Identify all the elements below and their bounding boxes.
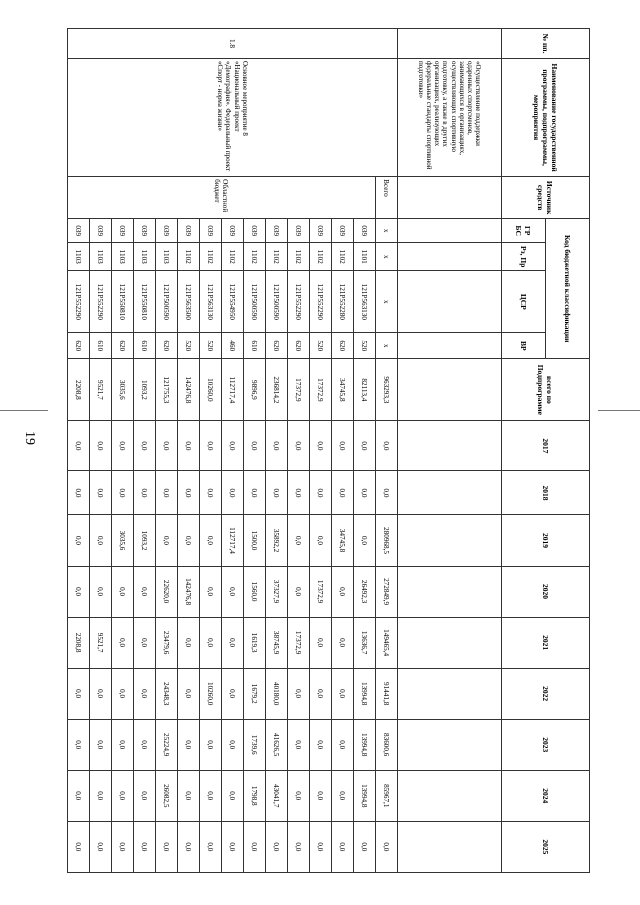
year-value-cell: 25224,9 (156, 719, 178, 770)
vr-cell: 620 (332, 333, 354, 359)
year-value-cell: 0,0 (178, 421, 200, 471)
rzpr-cell: 1103 (134, 243, 156, 271)
year-value-cell: 0,0 (266, 821, 288, 872)
year-value-cell: 0,0 (134, 471, 156, 515)
year-value-cell: 0,0 (244, 471, 266, 515)
year-value-cell: 1679,2 (244, 668, 266, 719)
year-value-cell: 0,0 (134, 770, 156, 821)
header-year: 2017 (502, 421, 590, 471)
year-value-cell: 0,0 (354, 821, 376, 872)
grbs-cell: x (376, 219, 398, 243)
header-year: 2023 (502, 719, 590, 770)
source-cell: Всего (376, 177, 398, 219)
total-cell: 82113,4 (354, 359, 376, 421)
year-value-cell: 0,0 (266, 421, 288, 471)
year-value-cell: 0,0 (134, 668, 156, 719)
year-value-cell: 34745,8 (332, 515, 354, 566)
budget-table (67, 28, 590, 873)
year-value-cell: 13994,8 (354, 719, 376, 770)
year-value-cell: 23479,6 (156, 617, 178, 668)
year-value-cell: 26492,3 (354, 566, 376, 617)
year-value-cell: 0,0 (310, 821, 332, 872)
grbs-cell: 039 (156, 219, 178, 243)
grbs-cell: 039 (332, 219, 354, 243)
year-value-cell: 0,0 (222, 617, 244, 668)
year-value-cell: 0,0 (178, 719, 200, 770)
rzpr-cell: 1102 (244, 243, 266, 271)
year-value-cell: 0,0 (288, 821, 310, 872)
year-value-cell: 0,0 (90, 515, 112, 566)
table-body (68, 29, 502, 873)
year-value-cell: 0,0 (134, 719, 156, 770)
year-value-cell: 0,0 (200, 471, 222, 515)
header-total: всего по Подпрограмме (502, 359, 590, 421)
year-value-cell: 0,0 (156, 515, 178, 566)
year-value-cell: 22620,0 (156, 566, 178, 617)
year-value-cell: 13636,7 (354, 617, 376, 668)
year-value-cell: 0,0 (156, 471, 178, 515)
total-cell: 17372,9 (288, 359, 310, 421)
year-value-cell: 0,0 (90, 471, 112, 515)
year-value-cell: 0,0 (222, 421, 244, 471)
year-value-cell: 0,0 (288, 566, 310, 617)
year-value-cell: 0,0 (68, 471, 90, 515)
year-value-cell: 0,0 (310, 617, 332, 668)
year-value-cell: 17372,9 (288, 617, 310, 668)
year-value-cell: 0,0 (310, 770, 332, 821)
year-value-cell: 0,0 (68, 770, 90, 821)
year-value-cell: 0,0 (376, 421, 398, 471)
rotated-page (70, 28, 590, 873)
vr-cell: 620 (288, 333, 310, 359)
csr-cell: 121P552280 (332, 271, 354, 333)
year-value-cell: 0,0 (244, 821, 266, 872)
total-cell: 142476,8 (178, 359, 200, 421)
total-cell: 236814,2 (266, 359, 288, 421)
header-grbs: ГР БС (502, 219, 546, 243)
year-value-cell: 0,0 (90, 566, 112, 617)
year-value-cell: 0,0 (354, 421, 376, 471)
header-source: Источник средств (502, 177, 590, 219)
year-value-cell: 0,0 (68, 421, 90, 471)
year-value-cell: 2208,8 (68, 617, 90, 668)
year-value-cell: 0,0 (200, 617, 222, 668)
year-value-cell: 83600,6 (376, 719, 398, 770)
year-value-cell: 0,0 (178, 821, 200, 872)
header-no: № пп. (502, 29, 590, 59)
year-value-cell: 0,0 (222, 821, 244, 872)
year-value-cell: 0,0 (222, 471, 244, 515)
year-value-cell: 0,0 (332, 668, 354, 719)
year-value-cell: 142476,8 (178, 566, 200, 617)
csr-cell: 121P563130 (200, 271, 222, 333)
year-value-cell: 0,0 (112, 821, 134, 872)
total-cell: 9521,7 (90, 359, 112, 421)
year-value-cell: 0,0 (178, 471, 200, 515)
csr-cell: 121P552290 (68, 271, 90, 333)
total-cell: 2208,8 (68, 359, 90, 421)
year-value-cell: 0,0 (288, 719, 310, 770)
source-cell: Областной бюджет (68, 177, 376, 219)
grbs-cell: 039 (222, 219, 244, 243)
csr-cell: 121P500590 (156, 271, 178, 333)
year-value-cell: 0,0 (156, 421, 178, 471)
header-year: 2025 (502, 821, 590, 872)
csr-cell: 121P552290 (90, 271, 112, 333)
year-value-cell: 13994,8 (354, 668, 376, 719)
rzpr-cell: 1103 (90, 243, 112, 271)
year-value-cell: 0,0 (354, 515, 376, 566)
year-value-cell: 0,0 (332, 421, 354, 471)
year-value-cell: 0,0 (288, 421, 310, 471)
year-value-cell: 0,0 (90, 821, 112, 872)
year-value-cell: 0,0 (90, 421, 112, 471)
year-value-cell: 272849,9 (376, 566, 398, 617)
year-value-cell: 149465,4 (376, 617, 398, 668)
year-value-cell: 0,0 (112, 566, 134, 617)
year-value-cell: 0,0 (90, 668, 112, 719)
csr-cell: 121P563500 (178, 271, 200, 333)
grbs-cell: 039 (354, 219, 376, 243)
year-value-cell: 0,0 (112, 471, 134, 515)
vr-cell: 520 (310, 333, 332, 359)
year-value-cell: 0,0 (310, 421, 332, 471)
year-value-cell: 0,0 (200, 821, 222, 872)
rzpr-cell: 1102 (332, 243, 354, 271)
year-value-cell: 0,0 (112, 668, 134, 719)
total-cell: 3035,6 (112, 359, 134, 421)
header-rzpr: Рз, Пр (502, 243, 546, 271)
header-year: 2022 (502, 668, 590, 719)
year-value-cell: 0,0 (310, 668, 332, 719)
year-value-cell: 0,0 (332, 821, 354, 872)
year-value-cell: 0,0 (68, 668, 90, 719)
csr-cell: 121P500590 (244, 271, 266, 333)
year-value-cell: 1619,3 (244, 617, 266, 668)
vr-cell: 460 (222, 333, 244, 359)
total-cell: 1093,2 (134, 359, 156, 421)
year-value-cell: 9521,7 (90, 617, 112, 668)
header-year: 2024 (502, 770, 590, 821)
grbs-cell: 039 (134, 219, 156, 243)
vr-cell: 620 (266, 333, 288, 359)
csr-cell: 121P500590 (266, 271, 288, 333)
vr-cell: 610 (134, 333, 156, 359)
year-value-cell: 0,0 (178, 617, 200, 668)
year-value-cell: 0,0 (112, 770, 134, 821)
year-value-cell: 0,0 (178, 515, 200, 566)
year-value-cell: 0,0 (68, 566, 90, 617)
year-value-cell: 0,0 (222, 668, 244, 719)
year-value-cell: 37327,9 (266, 566, 288, 617)
year-value-cell: 1798,8 (244, 770, 266, 821)
year-value-cell: 0,0 (222, 566, 244, 617)
year-value-cell: 0,0 (222, 719, 244, 770)
year-value-cell: 0,0 (134, 617, 156, 668)
year-value-cell: 0,0 (112, 617, 134, 668)
year-value-cell: 280968,5 (376, 515, 398, 566)
year-value-cell: 0,0 (134, 821, 156, 872)
year-value-cell: 112717,4 (222, 515, 244, 566)
year-value-cell: 0,0 (200, 515, 222, 566)
rzpr-cell: 1103 (68, 243, 90, 271)
rzpr-cell: 1103 (156, 243, 178, 271)
total-cell: 112717,4 (222, 359, 244, 421)
csr-cell: 121P554950 (222, 271, 244, 333)
year-value-cell: 0,0 (376, 821, 398, 872)
rzpr-cell: 1102 (310, 243, 332, 271)
header-budget-code: Код бюджетной классификации (546, 219, 590, 359)
year-value-cell: 0,0 (288, 770, 310, 821)
scan-line-left (0, 410, 48, 411)
year-value-cell: 0,0 (112, 719, 134, 770)
total-cell: 9896,9 (244, 359, 266, 421)
grbs-cell: 039 (310, 219, 332, 243)
rzpr-cell: 1101 (354, 243, 376, 271)
grbs-cell: 039 (178, 219, 200, 243)
vr-cell: x (376, 333, 398, 359)
total-cell: 34745,8 (332, 359, 354, 421)
page-number: 19 (22, 431, 37, 445)
year-value-cell: 0,0 (90, 770, 112, 821)
rzpr-cell: 1102 (266, 243, 288, 271)
csr-cell: 121P550810 (134, 271, 156, 333)
header-csr: ЦСР (502, 271, 546, 333)
year-value-cell: 0,0 (68, 719, 90, 770)
year-value-cell: 0,0 (332, 617, 354, 668)
vr-cell: 620 (156, 333, 178, 359)
year-value-cell: 0,0 (376, 471, 398, 515)
year-value-cell: 17372,9 (310, 566, 332, 617)
rzpr-cell: 1102 (200, 243, 222, 271)
year-value-cell: 0,0 (332, 770, 354, 821)
csr-cell: 121P552290 (288, 271, 310, 333)
header-vr: ВР (502, 333, 546, 359)
total-cell: 963293,3 (376, 359, 398, 421)
year-value-cell: 0,0 (200, 719, 222, 770)
csr-cell: x (376, 271, 398, 333)
year-value-cell: 0,0 (288, 515, 310, 566)
year-value-cell: 0,0 (310, 515, 332, 566)
year-value-cell: 91441,8 (376, 668, 398, 719)
total-cell: 10260,0 (200, 359, 222, 421)
header-year: 2018 (502, 471, 590, 515)
year-value-cell: 24348,3 (156, 668, 178, 719)
vr-cell: 620 (112, 333, 134, 359)
year-value-cell: 3035,6 (112, 515, 134, 566)
rzpr-cell: x (376, 243, 398, 271)
year-value-cell: 0,0 (68, 821, 90, 872)
csr-cell: 121P552290 (310, 271, 332, 333)
vr-cell: 620 (68, 333, 90, 359)
year-value-cell: 0,0 (68, 515, 90, 566)
year-value-cell: 1560,0 (244, 566, 266, 617)
vr-cell: 610 (244, 333, 266, 359)
grbs-cell: 039 (68, 219, 90, 243)
vr-cell: 610 (90, 333, 112, 359)
continuation-row (398, 29, 502, 873)
header-year: 2020 (502, 566, 590, 617)
year-value-cell: 0,0 (332, 566, 354, 617)
year-value-cell: 13994,8 (354, 770, 376, 821)
csr-cell: 121P550810 (112, 271, 134, 333)
year-value-cell: 0,0 (134, 566, 156, 617)
year-value-cell: 0,0 (178, 668, 200, 719)
year-value-cell: 26082,5 (156, 770, 178, 821)
vr-cell: 520 (178, 333, 200, 359)
vr-cell: 520 (200, 333, 222, 359)
year-value-cell: 0,0 (112, 421, 134, 471)
continued-description: «Осуществление поддержки одаренных спортсменов, занимающихся в организациях, осуществляющих спортивную подготовку, а также в других организациях, реализующих федеральные стандарты спортивной подготовки» (398, 59, 502, 177)
total-cell: 121755,3 (156, 359, 178, 421)
year-value-cell: 0,0 (200, 770, 222, 821)
header-year: 2021 (502, 617, 590, 668)
year-value-cell: 0,0 (134, 421, 156, 471)
rzpr-cell: 1102 (178, 243, 200, 271)
csr-cell: 121P563130 (354, 271, 376, 333)
year-value-cell: 1093,2 (134, 515, 156, 566)
year-value-cell: 0,0 (332, 471, 354, 515)
year-value-cell: 0,0 (156, 821, 178, 872)
grbs-cell: 039 (244, 219, 266, 243)
year-value-cell: 43041,7 (266, 770, 288, 821)
year-value-cell: 0,0 (222, 770, 244, 821)
year-value-cell: 0,0 (310, 719, 332, 770)
table-row (376, 29, 398, 873)
year-value-cell: 0,0 (90, 719, 112, 770)
grbs-cell: 039 (200, 219, 222, 243)
year-value-cell: 40180,0 (266, 668, 288, 719)
year-value-cell: 0,0 (178, 770, 200, 821)
year-value-cell: 0,0 (288, 668, 310, 719)
year-value-cell: 10260,0 (200, 668, 222, 719)
scan-line-right (598, 410, 640, 411)
rzpr-cell: 1102 (222, 243, 244, 271)
header-year: 2019 (502, 515, 590, 566)
grbs-cell: 039 (112, 219, 134, 243)
year-value-cell: 0,0 (354, 471, 376, 515)
year-value-cell: 0,0 (310, 471, 332, 515)
header-name: Наименование государственной программы, подпрограммы, мероприятия (502, 59, 590, 177)
vr-cell: 520 (354, 333, 376, 359)
year-value-cell: 0,0 (200, 421, 222, 471)
grbs-cell: 039 (288, 219, 310, 243)
year-value-cell: 1739,6 (244, 719, 266, 770)
grbs-cell: 039 (90, 219, 112, 243)
item-number: 1.8 (68, 29, 398, 59)
year-value-cell: 38745,9 (266, 617, 288, 668)
year-value-cell: 0,0 (200, 566, 222, 617)
year-value-cell: 85967,1 (376, 770, 398, 821)
year-value-cell: 0,0 (244, 421, 266, 471)
item-name: Основное мероприятие 8 «Национальный проект «Демография». Федеральный проект «Спорт - норма жизни» (68, 59, 398, 177)
rzpr-cell: 1102 (288, 243, 310, 271)
year-value-cell: 0,0 (266, 471, 288, 515)
year-value-cell: 1500,0 (244, 515, 266, 566)
year-value-cell: 0,0 (332, 719, 354, 770)
rzpr-cell: 1103 (112, 243, 134, 271)
year-value-cell: 35892,2 (266, 515, 288, 566)
table-header (502, 29, 590, 873)
grbs-cell: 039 (266, 219, 288, 243)
year-value-cell: 41626,5 (266, 719, 288, 770)
year-value-cell: 0,0 (288, 471, 310, 515)
total-cell: 17372,9 (310, 359, 332, 421)
